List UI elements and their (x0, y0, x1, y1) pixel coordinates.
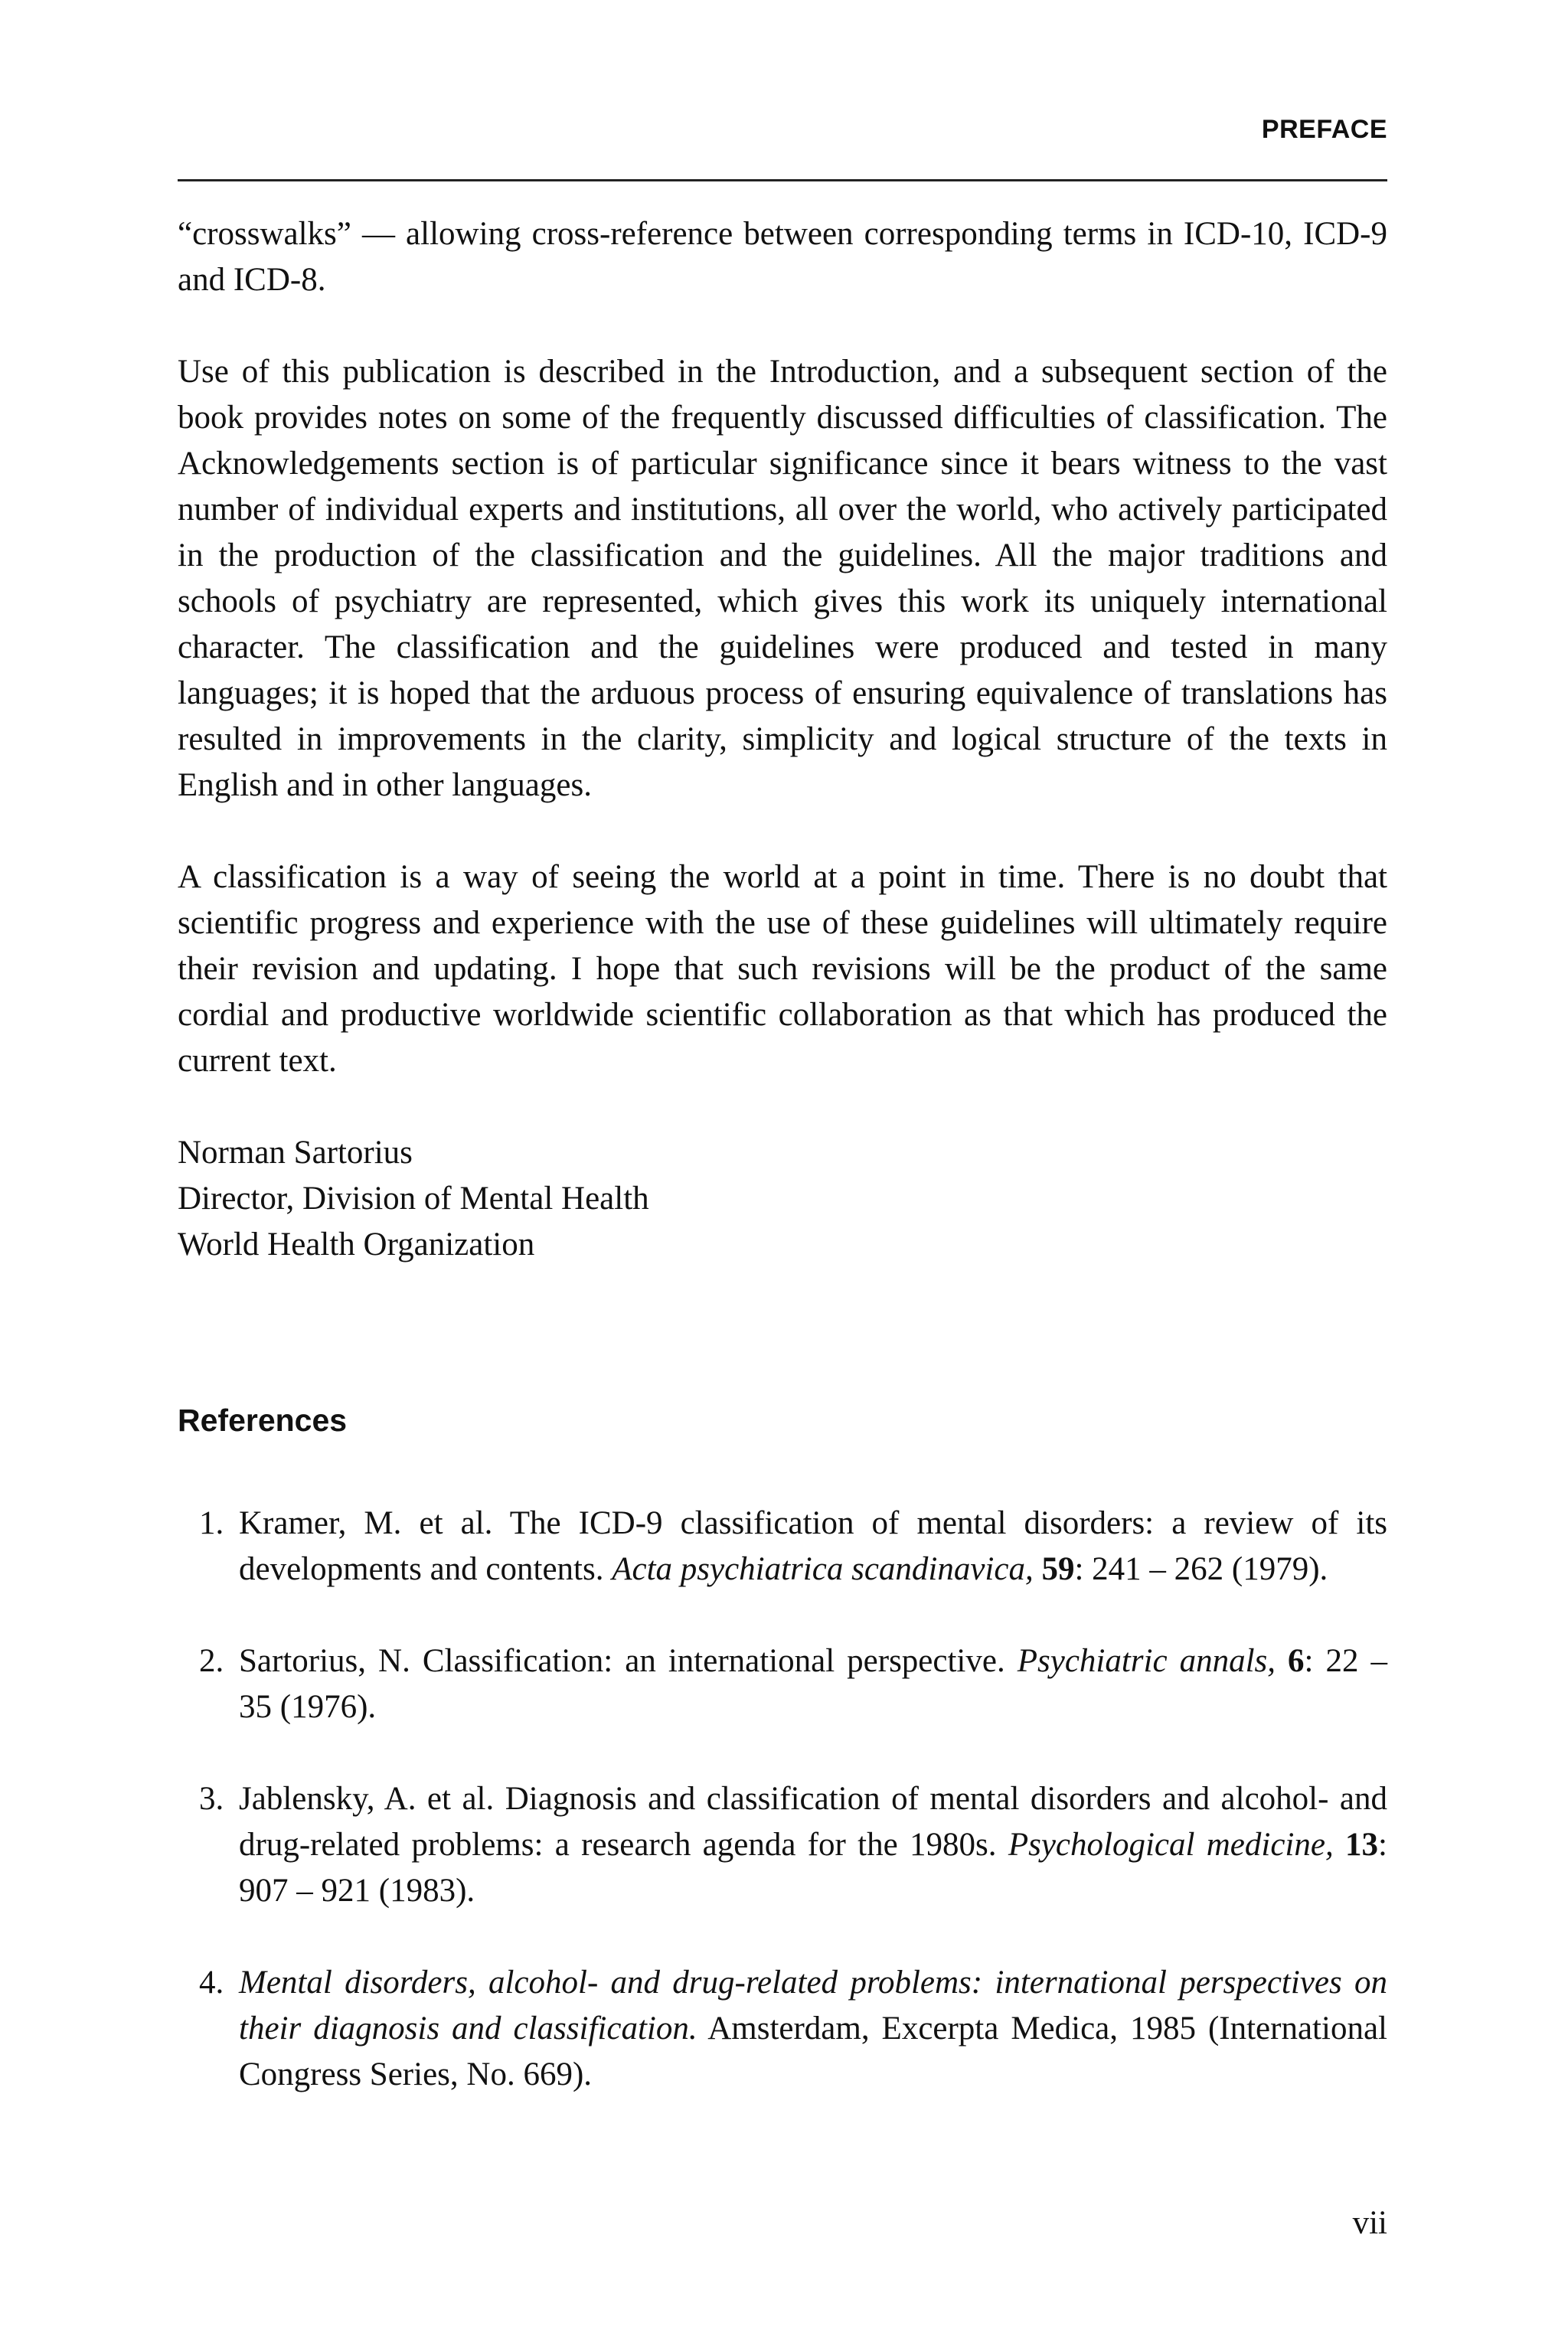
reference-details: Amsterdam, Excerpta Medica, 1985 (International Congress Series, No. 669). (239, 2011, 1387, 2092)
reference-item (178, 1776, 1387, 1914)
reference-number: 2. (199, 1643, 224, 1679)
reference-text (239, 1781, 1387, 1909)
reference-text (239, 1505, 1387, 1587)
reference-authors-title: Kramer, M. et al. The ICD-9 classification of mental disorders: a review of its developments and contents. (239, 1505, 1387, 1587)
references-heading: References (178, 1403, 348, 1438)
header-rule (178, 179, 1387, 181)
signature-block (178, 1130, 1387, 1268)
running-head: PREFACE (1261, 115, 1387, 144)
signature-organization: World Health Organization (178, 1227, 535, 1263)
reference-volume: 13 (1345, 1827, 1379, 1863)
reference-journal: Psychiatric annals, (1017, 1643, 1276, 1679)
reference-number: 3. (199, 1781, 224, 1817)
reference-item (178, 1960, 1387, 2098)
paragraph-crosswalks: “crosswalks” — allowing cross-reference between corresponding terms in ICD-10, ICD-9 and ICD-8. (178, 216, 1387, 298)
signature-title: Director, Division of Mental Health (178, 1181, 649, 1217)
reference-item (178, 1501, 1387, 1592)
reference-volume: 59 (1041, 1551, 1075, 1587)
reference-details: : 22 – 35 (1976). (239, 1643, 1387, 1725)
signature-name: Norman Sartorius (178, 1135, 413, 1171)
reference-details: : 907 – 921 (1983). (239, 1827, 1387, 1909)
paragraph-use-of-publication: Use of this publication is described in the Introduction, and a subsequent section of the book provides notes on some of the frequently discussed difficulties of classification. The Acknowledgements section is of particular significance since it bears witness to the vast number of individual experts and institutions, all over the world, who actively participated in the production of the classification and the guidelines. All the major traditions and schools of psychiatry are represented, which gives this work its uniquely international character. The classification and the guidelines were produced and tested in many languages; it is hoped that the arduous process of ensuring equivalence of translations has resulted in improvements in the clarity, simplicity and logical structure of the texts in English and in other languages. (178, 354, 1387, 803)
reference-journal: Psychological medicine, (1008, 1827, 1334, 1863)
reference-number: 1. (199, 1505, 224, 1541)
reference-number: 4. (199, 1965, 224, 2001)
reference-authors-title: Sartorius, N. Classification: an international perspective. (239, 1643, 1018, 1679)
reference-text (239, 1965, 1387, 2092)
reference-text (239, 1643, 1387, 1725)
reference-details: : 241 – 262 (1979). (1074, 1551, 1328, 1587)
body-text (178, 211, 1387, 1268)
reference-authors-title: Jablensky, A. et al. Diagnosis and classification of mental disorders and alcohol- and drug-related problems: a research agenda for the 1980s. (239, 1781, 1387, 1863)
page-number: vii (1352, 2205, 1387, 2241)
reference-book-title: Mental disorders, alcohol- and drug-related problems: international perspectives on their diagnosis and classification. (239, 1965, 1387, 2047)
reference-journal: Acta psychiatrica scandinavica, (612, 1551, 1034, 1587)
reference-list (178, 1501, 1387, 2144)
paragraph-classification: A classification is a way of seeing the world at a point in time. There is no doubt that scientific progress and experience with the use of these guidelines will ultimately require their revision and updating. I hope that such revisions will be the product of the same cordial and productive worldwide scientific collaboration as that which has produced the current text. (178, 859, 1387, 1079)
reference-volume: 6 (1288, 1643, 1305, 1679)
reference-item (178, 1638, 1387, 1730)
